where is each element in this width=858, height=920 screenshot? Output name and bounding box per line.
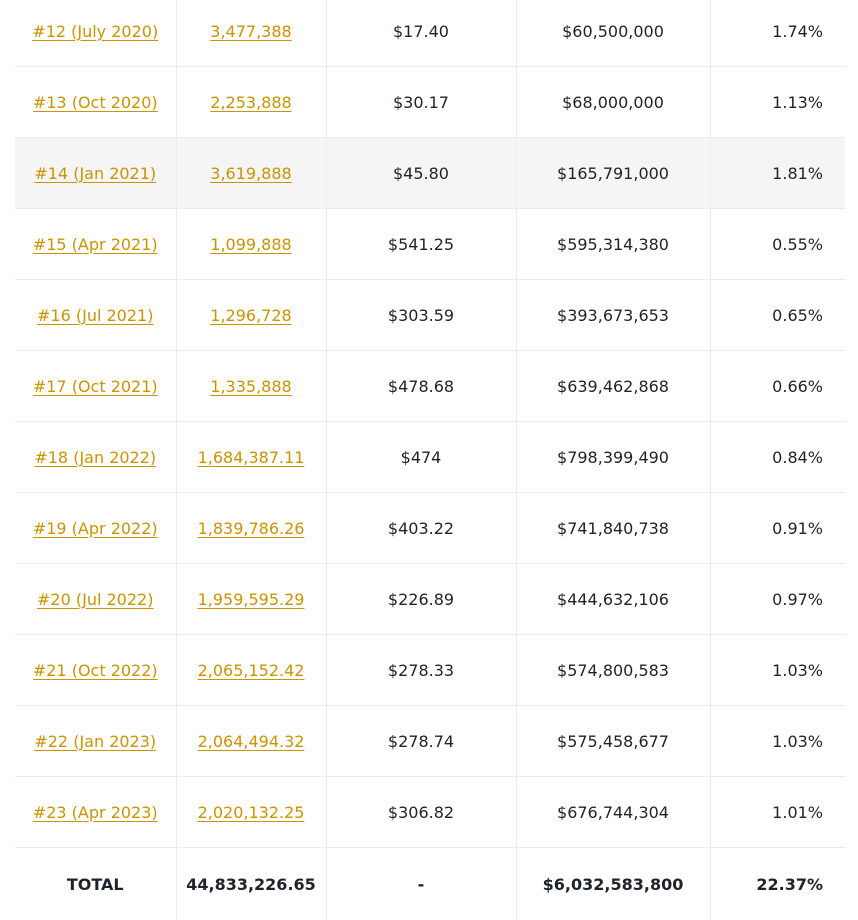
usd-value-cell: $444,632,106	[516, 564, 710, 635]
burn-link[interactable]: #23 (Apr 2023)	[33, 803, 158, 822]
price-cell: $478.68	[326, 351, 516, 422]
usd-value-cell: $639,462,868	[516, 351, 710, 422]
price-cell: $403.22	[326, 493, 516, 564]
burn-link[interactable]: #13 (Oct 2020)	[33, 93, 158, 112]
amount-link[interactable]: 1,296,728	[210, 306, 291, 325]
percent-cell: 1.13%	[710, 67, 845, 138]
usd-value-cell: $798,399,490	[516, 422, 710, 493]
percent-cell: 1.01%	[710, 777, 845, 848]
usd-value-cell: $60,500,000	[516, 0, 710, 67]
amount-link[interactable]: 1,099,888	[210, 235, 291, 254]
burn-link[interactable]: #17 (Oct 2021)	[33, 377, 158, 396]
burn-link[interactable]: #21 (Oct 2022)	[33, 661, 158, 680]
price-cell: $30.17	[326, 67, 516, 138]
price-cell: $541.25	[326, 209, 516, 280]
burn-link[interactable]: #14 (Jan 2021)	[34, 164, 156, 183]
usd-value-cell: $393,673,653	[516, 280, 710, 351]
percent-cell: 0.84%	[710, 422, 845, 493]
table-row	[15, 706, 845, 777]
table-row	[15, 351, 845, 422]
burn-link[interactable]: #20 (Jul 2022)	[37, 590, 153, 609]
amount-link[interactable]: 2,064,494.32	[198, 732, 305, 751]
usd-value-cell: $595,314,380	[516, 209, 710, 280]
amount-link[interactable]: 2,020,132.25	[198, 803, 305, 822]
total-percent: 22.37%	[710, 848, 845, 920]
burn-link[interactable]: #15 (Apr 2021)	[33, 235, 158, 254]
usd-value-cell: $165,791,000	[516, 138, 710, 209]
usd-value-cell: $68,000,000	[516, 67, 710, 138]
burn-link[interactable]: #18 (Jan 2022)	[34, 448, 156, 467]
percent-cell: 0.55%	[710, 209, 845, 280]
percent-cell: 1.81%	[710, 138, 845, 209]
burn-link[interactable]: #19 (Apr 2022)	[33, 519, 158, 538]
price-cell: $17.40	[326, 0, 516, 67]
usd-value-cell: $574,800,583	[516, 635, 710, 706]
amount-link[interactable]: 3,477,388	[210, 22, 291, 41]
amount-link[interactable]: 2,253,888	[210, 93, 291, 112]
burn-link[interactable]: #16 (Jul 2021)	[37, 306, 153, 325]
total-label: TOTAL	[15, 848, 176, 920]
burn-history-table	[15, 0, 845, 920]
amount-link[interactable]: 1,959,595.29	[198, 590, 305, 609]
usd-value-cell: $741,840,738	[516, 493, 710, 564]
total-row	[15, 848, 845, 920]
burn-link[interactable]: #22 (Jan 2023)	[34, 732, 156, 751]
table-row	[15, 138, 845, 209]
price-cell: $226.89	[326, 564, 516, 635]
amount-link[interactable]: 1,839,786.26	[198, 519, 305, 538]
table-row	[15, 564, 845, 635]
percent-cell: 1.74%	[710, 0, 845, 67]
price-cell: $45.80	[326, 138, 516, 209]
percent-cell: 0.65%	[710, 280, 845, 351]
amount-link[interactable]: 1,335,888	[210, 377, 291, 396]
usd-value-cell: $575,458,677	[516, 706, 710, 777]
price-cell: $278.33	[326, 635, 516, 706]
amount-link[interactable]: 2,065,152.42	[198, 661, 305, 680]
usd-value-cell: $676,744,304	[516, 777, 710, 848]
percent-cell: 0.97%	[710, 564, 845, 635]
amount-link[interactable]: 1,684,387.11	[198, 448, 305, 467]
total-price: -	[326, 848, 516, 920]
table-row	[15, 777, 845, 848]
table-row	[15, 0, 845, 67]
total-amount: 44,833,226.65	[176, 848, 326, 920]
table-row	[15, 493, 845, 564]
amount-link[interactable]: 3,619,888	[210, 164, 291, 183]
table-row	[15, 422, 845, 493]
table-row	[15, 635, 845, 706]
percent-cell: 0.91%	[710, 493, 845, 564]
percent-cell: 0.66%	[710, 351, 845, 422]
price-cell: $303.59	[326, 280, 516, 351]
table-row	[15, 67, 845, 138]
price-cell: $278.74	[326, 706, 516, 777]
price-cell: $474	[326, 422, 516, 493]
percent-cell: 1.03%	[710, 635, 845, 706]
price-cell: $306.82	[326, 777, 516, 848]
table-row	[15, 209, 845, 280]
total-usd-value: $6,032,583,800	[516, 848, 710, 920]
burn-link[interactable]: #12 (July 2020)	[32, 22, 158, 41]
percent-cell: 1.03%	[710, 706, 845, 777]
table-row	[15, 280, 845, 351]
